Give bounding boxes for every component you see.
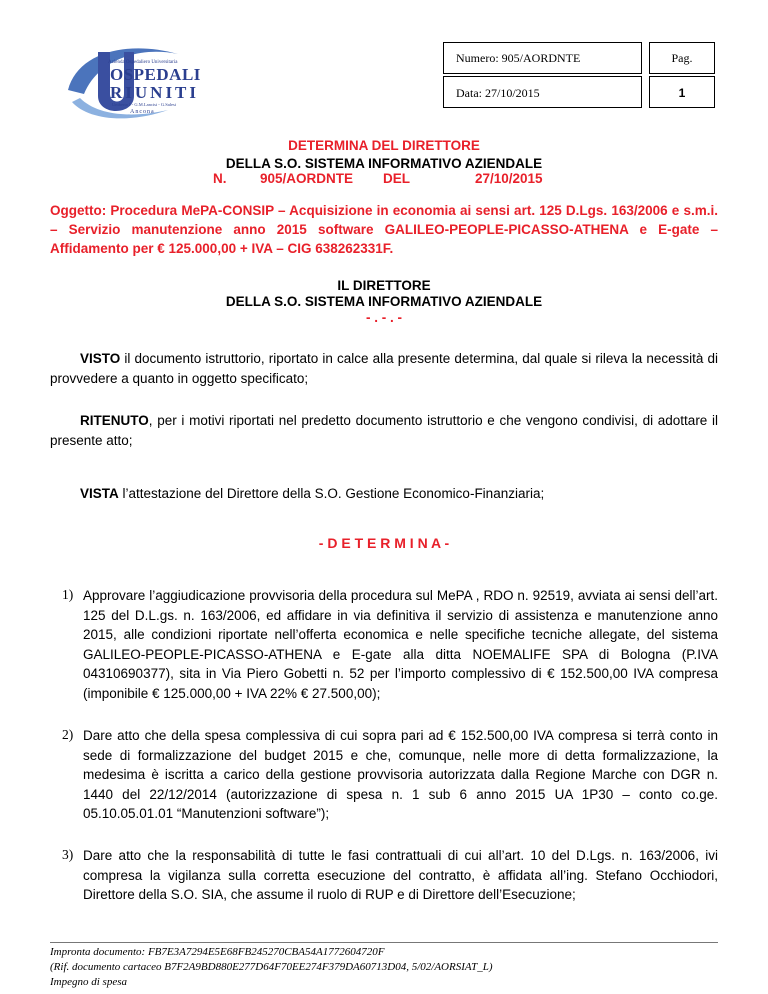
del-label: DEL — [383, 171, 410, 186]
logo-line4: Umberto I - G.M.Lancisi - G.Salesi — [112, 102, 176, 107]
header-date-box — [443, 76, 642, 108]
footer-type: Impegno di spesa — [50, 976, 127, 988]
page-label: Pag. — [671, 51, 693, 65]
footer — [50, 945, 493, 990]
determina-heading: - D E T E R M I N A - — [318, 535, 450, 551]
document-number: Numero: 905/AORDNTE — [456, 51, 581, 65]
vista-paragraph — [50, 484, 718, 504]
document-date: Data: 27/10/2015 — [456, 86, 540, 100]
logo-line3: RIUNITI — [110, 83, 200, 102]
visto-text: il documento istruttorio, riportato in calce alla presente determina, dal quale si rileva la necessità di provvedere a quanto in oggetto specificato; — [50, 351, 718, 386]
item-text: Dare atto che la responsabilità di tutte le fasi contrattuali di cui all’art. 10 del D.Lgs. n. 163/2006, ivi compresa la vigilanza sulla corretta esecuzione del contratto, è affidata all’ing. Stefano Occhiodori, Direttore della S.O. SIA, che assume il ruolo di RUP e di Direttore dell’Esecuzione; — [83, 848, 718, 902]
page-number: 1 — [678, 86, 686, 100]
visto-paragraph — [50, 349, 718, 389]
determina-date: 27/10/2015 — [475, 171, 543, 186]
determina-number: 905/AORDNTE — [260, 171, 354, 186]
item-number: 3) — [62, 847, 74, 862]
footer-divider — [50, 942, 718, 943]
director-title: IL DIRETTORE — [337, 278, 431, 293]
header-number-box — [443, 42, 642, 74]
logo-line2: OSPEDALI — [110, 65, 201, 84]
subject-text: Oggetto: Procedura MePA-CONSIP – Acquisizione in economia ai sensi art. 125 D.Lgs. 163/2006 e s.m.i. – Servizio manutenzione anno 2015 software GALILEO-PEOPLE-PICASSO-ATHENA e E-gate – Affidamento per € 125.000,00 + IVA – CIG 638262331F. — [50, 203, 718, 256]
item-text: Approvare l’aggiudicazione provvisoria della procedura sul MePA , RDO n. 92519, avviata ai sensi dell’art. 125 del D.L.gs. n. 163/2006, ed affidare in via definitiva il servizio di assistenza e manutenzione anno 2015, alle condizioni riportate nell’offerta economica e nelle specifiche tecniche allegate, del sistema GALILEO-PEOPLE-PICASSO-ATHENA e E-gate alla ditta NOEMALIFE SPA di Bologna (P.IVA 04310690377), sita in Via Piero Gobetti n. 52 per l’importo complessivo di € 152.500,00 IVA compresa (imponibile € 125.000,00 + IVA 22% € 27.500,00); — [83, 588, 718, 701]
vista-text: l’attestazione del Direttore della S.O. Gestione Economico-Finanziaria; — [118, 486, 545, 501]
item-number: 2) — [62, 727, 74, 742]
visto-keyword: VISTO — [80, 351, 121, 366]
footer-fingerprint: Impronta documento: FB7E3A7294E5E68FB245270CBA54A1772604720F — [50, 946, 385, 958]
header-page-number-box — [649, 76, 715, 108]
item-number: 1) — [62, 587, 74, 602]
department-title: DELLA S.O. SISTEMA INFORMATIVO AZIENDALE — [225, 156, 543, 171]
logo-line5: Ancona — [130, 109, 155, 115]
hospital-logo — [58, 32, 201, 127]
separator: - . - . - — [366, 310, 402, 325]
footer-reference: (Rif. documento cartaceo B7F2A9BD880E277D64F70EE274F379DA60713D04, 5/02/AORSIAT_L) — [50, 961, 493, 973]
logo-line1: Azienda Ospedaliero Universitaria — [108, 60, 178, 65]
vista-keyword: VISTA — [80, 486, 119, 501]
number-label: N. — [213, 171, 227, 186]
determina-title: DETERMINA DEL DIRETTORE — [288, 138, 480, 153]
ritenuto-keyword: RITENUTO — [80, 413, 149, 428]
item-text: Dare atto che della spesa complessiva di cui sopra pari ad € 152.500,00 IVA compresa si terrà conto in sede di formalizzazione del budget 2015 e che, comunque, nelle more di detta formalizzazione, la medesima è iscritta a carico della gestione provvisoria autorizzata dalla Regione Marche con DGR n. 1440 del 22/12/2014 (autorizzazione di spesa n. 1 sub 6 anno 2015 UA 1P30 – conto co.ge. 05.10.05.01.01 “Manutenzioni software”); — [83, 728, 718, 821]
director-department: DELLA S.O. SISTEMA INFORMATIVO AZIENDALE — [225, 294, 543, 309]
header-page-label-box — [649, 42, 715, 74]
ritenuto-paragraph — [50, 411, 718, 451]
ritenuto-text: , per i motivi riportati nel predetto documento istruttorio e che vengono condivisi, di adottare il presente atto; — [50, 413, 718, 448]
